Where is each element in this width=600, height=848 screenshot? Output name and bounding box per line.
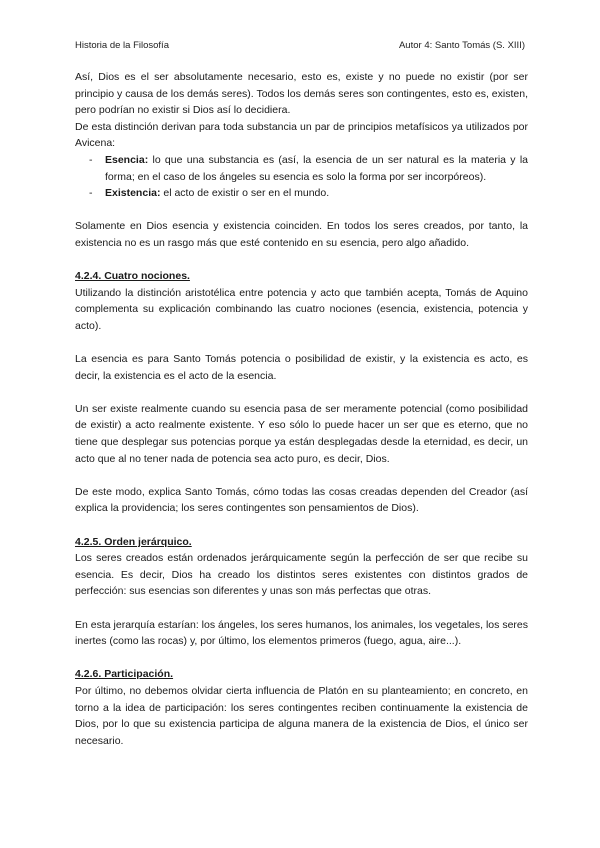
paragraph: Un ser existe realmente cuando su esencia pasa de ser meramente potencial (como posibilidad de existir) a acto realmente existente. Y eso sólo lo puede hacer un ser que es eterno, que no tiene que desplegar sus potencias porque ya están desplegadas desde la eternidad, es decir, un acto que al no tener nada de potencia sea acto puro, es decir, Dios. xyxy=(75,402,528,465)
list-item xyxy=(75,152,528,185)
list-term: Existencia: xyxy=(105,187,161,200)
list-dash: - xyxy=(89,153,93,166)
paragraph: Solamente en Dios esencia y existencia coinciden. En todos los seres creados, por tanto, la existencia no es un rasgo más que esté contenido en su esencia, pero algo añadido. xyxy=(75,220,528,249)
paragraph: De este modo, explica Santo Tomás, cómo todas las cosas creadas dependen del Creador (así explica la providencia; los seres contingentes son pensamientos de Dios). xyxy=(75,485,528,515)
paragraph: En esta jerarquía estarían: los ángeles, los seres humanos, los animales, los vegetales, los seres inertes (como las rocas) y, por último, los elementos primeros (fuego, agua, aire...). xyxy=(75,618,528,648)
list-text: el acto de existir o ser en el mundo. xyxy=(160,187,330,200)
header-course-title: Historia de la Filosofía xyxy=(75,40,169,51)
document-body xyxy=(75,69,528,749)
page-header xyxy=(75,40,525,51)
paragraph: Por último, no debemos olvidar cierta influencia de Platón en su planteamiento; en concreto, en torno a la idea de participación: los seres contingentes reciben continuamente la existencia de Dios, por lo que su existencia participa de alguna manera de la existencia de Dios, el único ser necesario. xyxy=(75,684,528,747)
list-dash: - xyxy=(89,187,93,200)
list-text: lo que una substancia es (así, la esencia de un ser natural es la materia y la forma; en el caso de los ángeles su esencia es solo la forma por ser incorpóreos). xyxy=(105,153,528,183)
principles-list xyxy=(75,152,528,202)
list-item xyxy=(75,185,528,202)
header-unit-title: Autor 4: Santo Tomás (S. XIII) xyxy=(398,40,525,51)
section-heading: 4.2.4. Cuatro nociones. xyxy=(75,270,190,283)
list-term: Esencia: xyxy=(105,153,149,166)
section-heading: 4.2.5. Orden jerárquico. xyxy=(75,535,192,548)
paragraph: Utilizando la distinción aristotélica entre potencia y acto que también acepta, Tomás de Aquino complementa su explicación combinando las cuatro nociones (esencia, existencia, potencia y acto). xyxy=(75,286,528,332)
paragraph: De esta distinción derivan para toda substancia un par de principios metafísicos ya utilizados por Avicena: xyxy=(75,120,528,150)
section-heading: 4.2.6. Participación. xyxy=(75,668,174,681)
paragraph: La esencia es para Santo Tomás potencia o posibilidad de existir, y la existencia es acto, es decir, la existencia es el acto de la esencia. xyxy=(75,353,528,382)
paragraph: Así, Dios es el ser absolutamente necesario, esto es, existe y no puede no existir (por ser principio y causa de los demás seres). Todos los demás seres son contingentes, esto es, existen, pero podrían no existir si Dios así lo decidiera. xyxy=(75,71,528,117)
paragraph: Los seres creados están ordenados jerárquicamente según la perfección de ser que recibe su esencia. Es decir, Dios ha creado los distintos seres existentes con distintos grados de perfección: sus esencias son diferentes y unas son más perfectas que otras. xyxy=(75,552,528,598)
